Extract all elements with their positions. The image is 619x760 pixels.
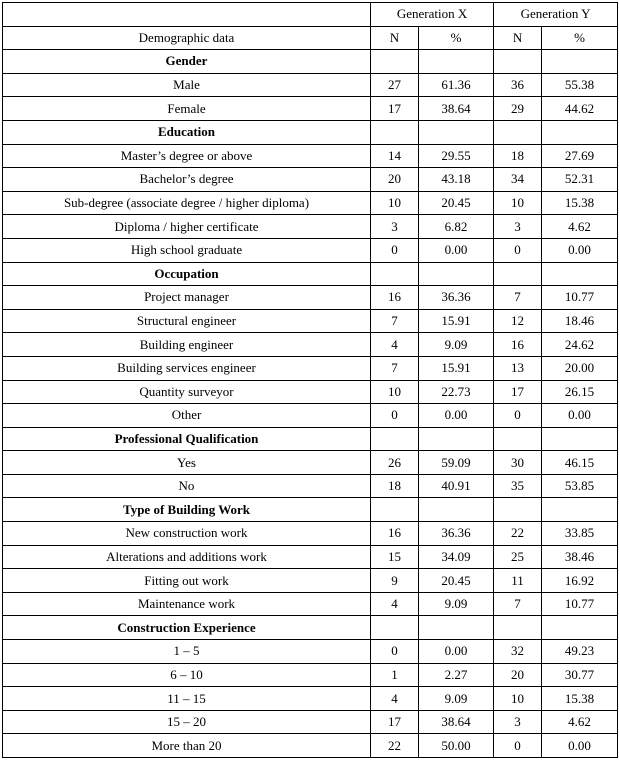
empty-cell — [371, 427, 419, 451]
table-row — [3, 687, 618, 711]
gen-y-n-cell: 36 — [494, 73, 542, 97]
gen-y-pct-cell: 46.15 — [542, 451, 618, 475]
gen-x-pct-cell: 20.45 — [419, 191, 494, 215]
section-header-row — [3, 498, 618, 522]
gen-y-pct-cell: 52.31 — [542, 168, 618, 192]
gen-x-pct-cell: 20.45 — [419, 569, 494, 593]
gen-y-pct-cell: 15.38 — [542, 687, 618, 711]
gen-y-pct-cell: 49.23 — [542, 640, 618, 664]
gen-x-n-cell: 17 — [371, 710, 419, 734]
gen-x-n-cell: 1 — [371, 663, 419, 687]
gen-y-n-cell: 20 — [494, 663, 542, 687]
gen-y-n-header: N — [494, 26, 542, 50]
empty-cell — [542, 120, 618, 144]
gen-y-n-cell: 10 — [494, 191, 542, 215]
table-row — [3, 286, 618, 310]
empty-cell — [542, 616, 618, 640]
row-label: Male — [3, 73, 371, 97]
row-label: Yes — [3, 451, 371, 475]
table-row — [3, 545, 618, 569]
gen-x-n-cell: 0 — [371, 640, 419, 664]
gen-y-n-cell: 16 — [494, 333, 542, 357]
table-row — [3, 238, 618, 262]
empty-cell — [371, 262, 419, 286]
table-row — [3, 97, 618, 121]
gen-x-n-cell: 17 — [371, 97, 419, 121]
gen-y-pct-cell: 4.62 — [542, 215, 618, 239]
gen-y-n-cell: 13 — [494, 356, 542, 380]
section-header-row — [3, 120, 618, 144]
gen-y-pct-cell: 55.38 — [542, 73, 618, 97]
gen-x-pct-cell: 59.09 — [419, 451, 494, 475]
gen-x-pct-cell: 36.36 — [419, 286, 494, 310]
empty-cell — [419, 120, 494, 144]
gen-x-pct-cell: 9.09 — [419, 592, 494, 616]
gen-x-pct-cell: 15.91 — [419, 309, 494, 333]
gen-x-n-cell: 0 — [371, 404, 419, 428]
table-row — [3, 451, 618, 475]
gen-x-n-cell: 10 — [371, 191, 419, 215]
row-label: Project manager — [3, 286, 371, 310]
table-row — [3, 663, 618, 687]
gen-x-n-cell: 9 — [371, 569, 419, 593]
gen-x-pct-cell: 15.91 — [419, 356, 494, 380]
gen-x-n-cell: 4 — [371, 333, 419, 357]
gen-y-pct-cell: 0.00 — [542, 734, 618, 758]
row-label: Quantity surveyor — [3, 380, 371, 404]
section-header-row — [3, 262, 618, 286]
gen-x-n-cell: 22 — [371, 734, 419, 758]
gen-y-pct-cell: 20.00 — [542, 356, 618, 380]
gen-y-pct-cell: 33.85 — [542, 522, 618, 546]
section-title: Construction Experience — [3, 616, 371, 640]
empty-cell — [371, 616, 419, 640]
gen-x-pct-cell: 34.09 — [419, 545, 494, 569]
gen-x-n-cell: 16 — [371, 286, 419, 310]
gen-y-pct-cell: 0.00 — [542, 404, 618, 428]
section-header-row — [3, 616, 618, 640]
row-label: 6 – 10 — [3, 663, 371, 687]
section-title: Professional Qualification — [3, 427, 371, 451]
gen-x-pct-cell: 9.09 — [419, 333, 494, 357]
gen-x-n-cell: 27 — [371, 73, 419, 97]
gen-x-n-cell: 4 — [371, 687, 419, 711]
empty-cell — [542, 498, 618, 522]
gen-y-pct-cell: 30.77 — [542, 663, 618, 687]
row-label: Other — [3, 404, 371, 428]
section-title: Occupation — [3, 262, 371, 286]
empty-cell — [419, 262, 494, 286]
table-row — [3, 569, 618, 593]
row-label: 11 – 15 — [3, 687, 371, 711]
row-label: New construction work — [3, 522, 371, 546]
gen-x-n-cell: 20 — [371, 168, 419, 192]
gen-x-n-cell: 14 — [371, 144, 419, 168]
gen-y-n-cell: 3 — [494, 710, 542, 734]
header-row-generations — [3, 3, 618, 27]
gen-x-pct-cell: 50.00 — [419, 734, 494, 758]
gen-y-n-cell: 3 — [494, 215, 542, 239]
row-label: Maintenance work — [3, 592, 371, 616]
gen-y-pct-cell: 27.69 — [542, 144, 618, 168]
empty-cell — [494, 498, 542, 522]
gen-y-n-cell: 11 — [494, 569, 542, 593]
section-title: Gender — [3, 50, 371, 74]
row-label: Sub-degree (associate degree / higher diploma) — [3, 191, 371, 215]
row-label: Structural engineer — [3, 309, 371, 333]
table-row — [3, 356, 618, 380]
gen-x-pct-cell: 22.73 — [419, 380, 494, 404]
empty-cell — [419, 616, 494, 640]
empty-cell — [494, 616, 542, 640]
row-label: High school graduate — [3, 238, 371, 262]
gen-y-n-cell: 30 — [494, 451, 542, 475]
row-label: Diploma / higher certificate — [3, 215, 371, 239]
row-label: Alterations and additions work — [3, 545, 371, 569]
gen-x-n-cell: 15 — [371, 545, 419, 569]
row-label: 1 – 5 — [3, 640, 371, 664]
gen-y-n-cell: 0 — [494, 404, 542, 428]
gen-x-pct-cell: 0.00 — [419, 404, 494, 428]
table-row — [3, 640, 618, 664]
generation-x-header: Generation X — [371, 3, 494, 27]
gen-x-pct-cell: 38.64 — [419, 710, 494, 734]
table-row — [3, 710, 618, 734]
gen-x-n-cell: 3 — [371, 215, 419, 239]
row-label: Master’s degree or above — [3, 144, 371, 168]
gen-x-pct-cell: 2.27 — [419, 663, 494, 687]
row-label: More than 20 — [3, 734, 371, 758]
gen-y-n-cell: 25 — [494, 545, 542, 569]
gen-y-n-cell: 7 — [494, 592, 542, 616]
gen-x-n-cell: 16 — [371, 522, 419, 546]
generation-y-header: Generation Y — [494, 3, 618, 27]
table-row — [3, 309, 618, 333]
gen-x-n-cell: 7 — [371, 356, 419, 380]
table-row — [3, 592, 618, 616]
gen-y-n-cell: 0 — [494, 238, 542, 262]
gen-y-pct-cell: 10.77 — [542, 592, 618, 616]
gen-x-pct-cell: 29.55 — [419, 144, 494, 168]
header-row-columns — [3, 26, 618, 50]
gen-y-n-cell: 12 — [494, 309, 542, 333]
row-label: 15 – 20 — [3, 710, 371, 734]
gen-x-pct-header: % — [419, 26, 494, 50]
empty-cell — [494, 120, 542, 144]
gen-x-pct-cell: 38.64 — [419, 97, 494, 121]
section-title: Education — [3, 120, 371, 144]
gen-y-pct-cell: 10.77 — [542, 286, 618, 310]
gen-y-pct-cell: 24.62 — [542, 333, 618, 357]
gen-y-n-cell: 17 — [494, 380, 542, 404]
gen-y-n-cell: 32 — [494, 640, 542, 664]
demographic-table — [2, 2, 618, 758]
gen-x-pct-cell: 6.82 — [419, 215, 494, 239]
gen-y-n-cell: 10 — [494, 687, 542, 711]
row-label: Fitting out work — [3, 569, 371, 593]
empty-cell — [494, 50, 542, 74]
section-header-row — [3, 50, 618, 74]
gen-y-n-cell: 35 — [494, 474, 542, 498]
section-title: Type of Building Work — [3, 498, 371, 522]
empty-cell — [542, 262, 618, 286]
table-row — [3, 73, 618, 97]
gen-y-pct-cell: 44.62 — [542, 97, 618, 121]
gen-y-pct-cell: 38.46 — [542, 545, 618, 569]
empty-cell — [371, 120, 419, 144]
row-label-header: Demographic data — [3, 26, 371, 50]
row-label: Female — [3, 97, 371, 121]
gen-y-n-cell: 34 — [494, 168, 542, 192]
row-label: Bachelor’s degree — [3, 168, 371, 192]
table-row — [3, 333, 618, 357]
gen-x-pct-cell: 61.36 — [419, 73, 494, 97]
empty-cell — [494, 427, 542, 451]
empty-cell — [542, 427, 618, 451]
gen-x-n-cell: 26 — [371, 451, 419, 475]
table-row — [3, 215, 618, 239]
empty-cell — [419, 427, 494, 451]
table-row — [3, 734, 618, 758]
gen-y-pct-header: % — [542, 26, 618, 50]
gen-y-pct-cell: 0.00 — [542, 238, 618, 262]
gen-y-n-cell: 29 — [494, 97, 542, 121]
gen-y-pct-cell: 53.85 — [542, 474, 618, 498]
gen-x-pct-cell: 36.36 — [419, 522, 494, 546]
gen-y-pct-cell: 16.92 — [542, 569, 618, 593]
table-row — [3, 474, 618, 498]
gen-y-n-cell: 0 — [494, 734, 542, 758]
table-row — [3, 191, 618, 215]
empty-cell — [419, 498, 494, 522]
table-row — [3, 522, 618, 546]
gen-y-pct-cell: 18.46 — [542, 309, 618, 333]
section-header-row — [3, 427, 618, 451]
empty-cell — [371, 498, 419, 522]
empty-cell — [494, 262, 542, 286]
row-label: No — [3, 474, 371, 498]
table-row — [3, 404, 618, 428]
gen-y-pct-cell: 15.38 — [542, 191, 618, 215]
table-body — [3, 3, 618, 758]
corner-cell — [3, 3, 371, 27]
gen-x-n-cell: 7 — [371, 309, 419, 333]
gen-y-pct-cell: 26.15 — [542, 380, 618, 404]
row-label: Building engineer — [3, 333, 371, 357]
gen-y-n-cell: 22 — [494, 522, 542, 546]
gen-x-pct-cell: 43.18 — [419, 168, 494, 192]
table-row — [3, 168, 618, 192]
empty-cell — [371, 50, 419, 74]
gen-y-pct-cell: 4.62 — [542, 710, 618, 734]
row-label: Building services engineer — [3, 356, 371, 380]
gen-x-n-cell: 10 — [371, 380, 419, 404]
gen-x-n-cell: 18 — [371, 474, 419, 498]
gen-x-pct-cell: 9.09 — [419, 687, 494, 711]
gen-y-n-cell: 7 — [494, 286, 542, 310]
table-row — [3, 380, 618, 404]
gen-x-pct-cell: 0.00 — [419, 238, 494, 262]
gen-x-pct-cell: 0.00 — [419, 640, 494, 664]
empty-cell — [419, 50, 494, 74]
gen-x-n-cell: 0 — [371, 238, 419, 262]
gen-x-n-cell: 4 — [371, 592, 419, 616]
gen-x-n-header: N — [371, 26, 419, 50]
gen-x-pct-cell: 40.91 — [419, 474, 494, 498]
empty-cell — [542, 50, 618, 74]
gen-y-n-cell: 18 — [494, 144, 542, 168]
table-row — [3, 144, 618, 168]
